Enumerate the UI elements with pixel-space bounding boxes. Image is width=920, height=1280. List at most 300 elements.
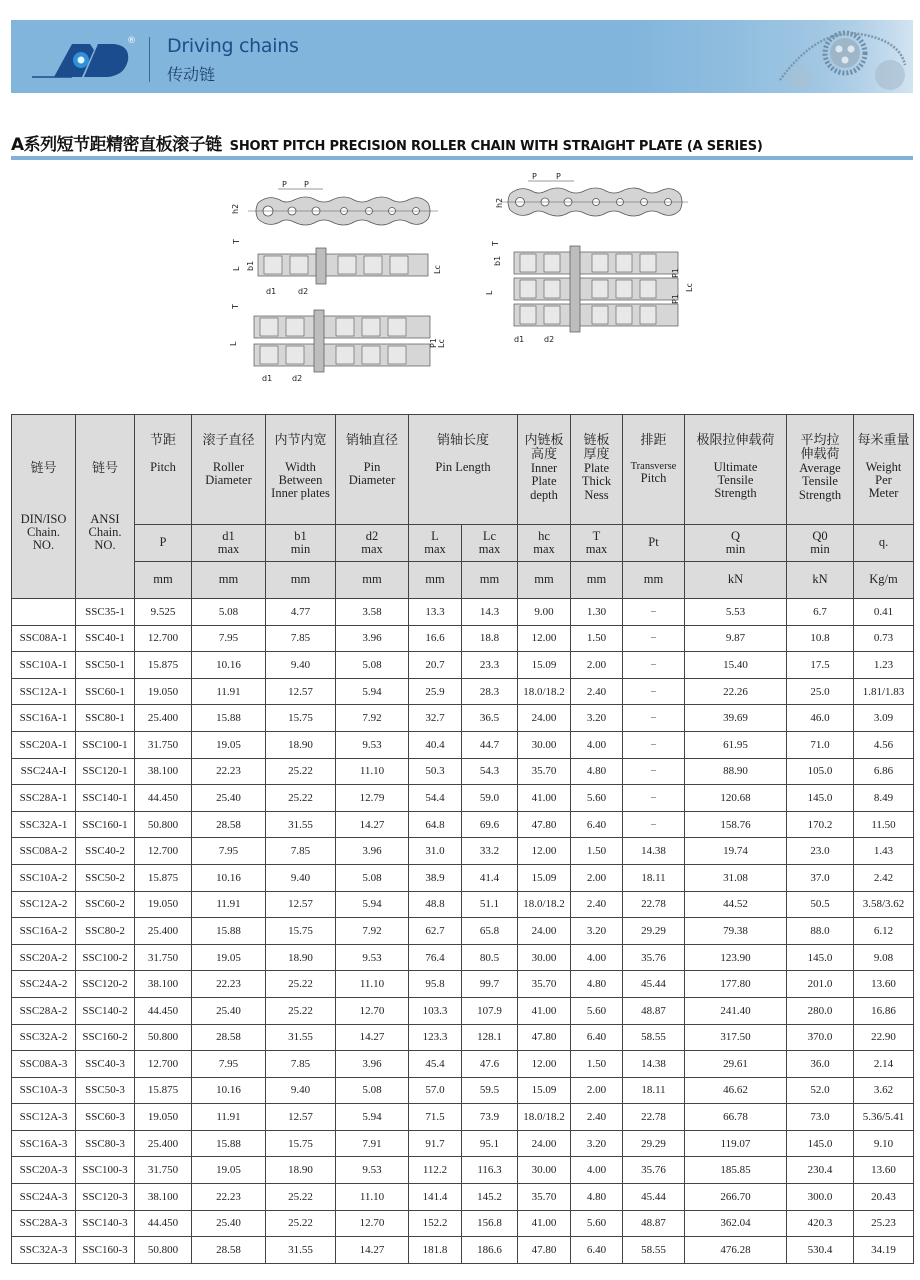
- section-title-cn: A系列短节距精密直板滚子链: [11, 135, 222, 155]
- cell-pitch: 19.050: [135, 1104, 192, 1131]
- cell-pin-diameter: 12.70: [336, 997, 409, 1024]
- cell-ultimate-tensile: 9.87: [685, 625, 787, 652]
- cell-inner-width: 4.77: [266, 599, 336, 626]
- cell-roller-diameter: 25.40: [192, 997, 266, 1024]
- cell-average-tensile: 420.3: [787, 1210, 854, 1237]
- cell-roller-diameter: 11.91: [192, 891, 266, 918]
- cell-inner-width: 7.85: [266, 625, 336, 652]
- cell-inner-plate-depth: 18.0/18.2: [518, 891, 571, 918]
- cell-pin-diameter: 14.27: [336, 811, 409, 838]
- cell-din-chain-no: SSC10A-1: [12, 652, 76, 679]
- cell-plate-thickness: 4.80: [571, 971, 623, 998]
- cell-transverse-pitch: 22.78: [623, 891, 685, 918]
- cell-pin-diameter: 11.10: [336, 758, 409, 785]
- table-row: [12, 997, 914, 1024]
- cell-pin-length-l: 54.4: [409, 785, 462, 812]
- cell-average-tensile: 230.4: [787, 1157, 854, 1184]
- banner-divider: [149, 37, 150, 82]
- diagram-label-b1: b1: [246, 260, 255, 271]
- cell-average-tensile: 280.0: [787, 997, 854, 1024]
- table-row: [12, 758, 914, 785]
- cell-pin-diameter: 7.92: [336, 918, 409, 945]
- cell-plate-thickness: 2.40: [571, 1104, 623, 1131]
- cell-din-chain-no: SSC20A-2: [12, 944, 76, 971]
- cell-weight-per-meter: 2.42: [854, 864, 914, 891]
- chain-diagram-simplex-duplex: [228, 176, 448, 386]
- cell-pin-length-l: 25.9: [409, 678, 462, 705]
- cell-inner-width: 9.40: [266, 1077, 336, 1104]
- cell-inner-width: 15.75: [266, 705, 336, 732]
- cell-inner-plate-depth: 41.00: [518, 785, 571, 812]
- cell-weight-per-meter: 25.23: [854, 1210, 914, 1237]
- header-weight-per-meter: 每米重量 Weight Per Meter: [854, 415, 914, 525]
- cell-average-tensile: 10.8: [787, 625, 854, 652]
- cell-ultimate-tensile: 266.70: [685, 1184, 787, 1211]
- cell-ansi-chain-no: SSC40-1: [76, 625, 135, 652]
- cell-pin-length-lc: 69.6: [462, 811, 518, 838]
- cell-din-chain-no: SSC12A-2: [12, 891, 76, 918]
- cell-din-chain-no: SSC08A-2: [12, 838, 76, 865]
- cell-din-chain-no: SSC28A-3: [12, 1210, 76, 1237]
- cell-din-chain-no: SSC08A-1: [12, 625, 76, 652]
- table-row: [12, 1077, 914, 1104]
- cell-plate-thickness: 2.00: [571, 864, 623, 891]
- cell-pin-length-l: 62.7: [409, 918, 462, 945]
- cell-ultimate-tensile: 61.95: [685, 731, 787, 758]
- cell-ansi-chain-no: SSC50-1: [76, 652, 135, 679]
- cell-plate-thickness: 6.40: [571, 811, 623, 838]
- cell-inner-plate-depth: 24.00: [518, 1130, 571, 1157]
- cell-ansi-chain-no: SSC80-2: [76, 918, 135, 945]
- cell-pin-diameter: 7.92: [336, 705, 409, 732]
- cell-pin-diameter: 11.10: [336, 1184, 409, 1211]
- cell-din-chain-no: SSC08A-3: [12, 1051, 76, 1078]
- cell-roller-diameter: 15.88: [192, 918, 266, 945]
- cell-transverse-pitch: 18.11: [623, 1077, 685, 1104]
- cell-ansi-chain-no: SSC120-1: [76, 758, 135, 785]
- cell-pin-length-l: 76.4: [409, 944, 462, 971]
- diagram-label-p1: P1: [671, 268, 680, 278]
- cell-pin-length-l: 95.8: [409, 971, 462, 998]
- cell-ansi-chain-no: SSC60-3: [76, 1104, 135, 1131]
- spec-table-body: [12, 599, 914, 1264]
- cell-pitch: 38.100: [135, 1184, 192, 1211]
- cell-plate-thickness: 1.30: [571, 599, 623, 626]
- cell-average-tensile: 300.0: [787, 1184, 854, 1211]
- cell-pin-length-lc: 41.4: [462, 864, 518, 891]
- diagram-label-l: L: [229, 341, 238, 346]
- cell-pin-length-lc: 116.3: [462, 1157, 518, 1184]
- cell-ansi-chain-no: SSC160-2: [76, 1024, 135, 1051]
- table-row: [12, 811, 914, 838]
- cell-pin-length-l: 64.8: [409, 811, 462, 838]
- cell-inner-plate-depth: 47.80: [518, 1237, 571, 1264]
- cell-average-tensile: 73.0: [787, 1104, 854, 1131]
- cell-weight-per-meter: 1.23: [854, 652, 914, 679]
- cell-pin-diameter: 9.53: [336, 1157, 409, 1184]
- cell-pin-diameter: 5.08: [336, 652, 409, 679]
- cell-pitch: 15.875: [135, 1077, 192, 1104]
- cell-pin-length-l: 123.3: [409, 1024, 462, 1051]
- cell-pin-length-l: 71.5: [409, 1104, 462, 1131]
- table-row: [12, 678, 914, 705]
- cell-pin-length-lc: 65.8: [462, 918, 518, 945]
- cell-inner-plate-depth: 12.00: [518, 838, 571, 865]
- cell-din-chain-no: SSC24A-3: [12, 1184, 76, 1211]
- cell-pin-length-l: 50.3: [409, 758, 462, 785]
- cell-inner-plate-depth: 15.09: [518, 652, 571, 679]
- section-title: [11, 130, 763, 155]
- cell-pin-diameter: 14.27: [336, 1237, 409, 1264]
- cell-pitch: 50.800: [135, 1237, 192, 1264]
- cell-weight-per-meter: 16.86: [854, 997, 914, 1024]
- cell-inner-width: 15.75: [266, 1130, 336, 1157]
- cell-inner-plate-depth: 30.00: [518, 1157, 571, 1184]
- diagram-label-lc: Lc: [437, 339, 446, 348]
- cell-inner-width: 12.57: [266, 1104, 336, 1131]
- cell-pin-length-lc: 59.0: [462, 785, 518, 812]
- header-plate-thickness: 链板 厚度 Plate Thick Ness: [571, 415, 623, 525]
- cell-ansi-chain-no: SSC35-1: [76, 599, 135, 626]
- cell-pin-length-l: 45.4: [409, 1051, 462, 1078]
- cell-pitch: 12.700: [135, 625, 192, 652]
- cell-average-tensile: 145.0: [787, 1130, 854, 1157]
- table-row: [12, 944, 914, 971]
- cell-roller-diameter: 10.16: [192, 1077, 266, 1104]
- header-sym-q: Q min: [685, 525, 787, 562]
- table-row: [12, 785, 914, 812]
- cell-ultimate-tensile: 119.07: [685, 1130, 787, 1157]
- cell-ultimate-tensile: 22.26: [685, 678, 787, 705]
- cell-din-chain-no: SSC20A-3: [12, 1157, 76, 1184]
- cell-weight-per-meter: 5.36/5.41: [854, 1104, 914, 1131]
- cell-inner-width: 31.55: [266, 1024, 336, 1051]
- table-row: [12, 731, 914, 758]
- diagram-label-d2: d2: [298, 287, 309, 296]
- cell-inner-plate-depth: 15.09: [518, 864, 571, 891]
- cell-ansi-chain-no: SSC50-3: [76, 1077, 135, 1104]
- diagram-label-d1: d1: [514, 335, 525, 344]
- cell-pin-diameter: 3.96: [336, 1051, 409, 1078]
- cell-ultimate-tensile: 177.80: [685, 971, 787, 998]
- diagram-label-p1: P1: [429, 338, 438, 348]
- cell-pitch: 44.450: [135, 997, 192, 1024]
- cell-pitch: 12.700: [135, 838, 192, 865]
- section-title-en: SHORT PITCH PRECISION ROLLER CHAIN WITH STRAIGHT PLATE (A SERIES): [229, 139, 763, 154]
- cell-average-tensile: 71.0: [787, 731, 854, 758]
- brand-title-cn: 传动链: [167, 65, 216, 84]
- table-row: [12, 1130, 914, 1157]
- cell-weight-per-meter: 0.41: [854, 599, 914, 626]
- cell-weight-per-meter: 22.90: [854, 1024, 914, 1051]
- table-row: [12, 599, 914, 626]
- cell-inner-width: 18.90: [266, 1157, 336, 1184]
- cell-inner-plate-depth: 35.70: [518, 1184, 571, 1211]
- cell-pin-length-lc: 156.8: [462, 1210, 518, 1237]
- diagram-label-t: T: [232, 239, 241, 244]
- cell-transverse-pitch: −: [623, 678, 685, 705]
- cell-transverse-pitch: 45.44: [623, 1184, 685, 1211]
- cell-plate-thickness: 5.60: [571, 1210, 623, 1237]
- header-unit: mm: [518, 562, 571, 599]
- table-row: [12, 625, 914, 652]
- cell-weight-per-meter: 13.60: [854, 1157, 914, 1184]
- cell-inner-width: 25.22: [266, 971, 336, 998]
- cell-pitch: 25.400: [135, 705, 192, 732]
- cell-weight-per-meter: 0.73: [854, 625, 914, 652]
- cell-pin-length-l: 152.2: [409, 1210, 462, 1237]
- diagram-label-t: T: [231, 304, 240, 309]
- cell-inner-plate-depth: 18.0/18.2: [518, 678, 571, 705]
- cell-roller-diameter: 28.58: [192, 1024, 266, 1051]
- header-ultimate-tensile-strength: 极限拉伸载荷 Ultimate Tensile Strength: [685, 415, 787, 525]
- cell-weight-per-meter: 9.08: [854, 944, 914, 971]
- cell-inner-plate-depth: 12.00: [518, 625, 571, 652]
- cell-pin-length-lc: 51.1: [462, 891, 518, 918]
- cell-pin-length-l: 40.4: [409, 731, 462, 758]
- cell-average-tensile: 36.0: [787, 1051, 854, 1078]
- cell-ansi-chain-no: SSC160-1: [76, 811, 135, 838]
- cell-pin-length-lc: 128.1: [462, 1024, 518, 1051]
- header-unit: mm: [266, 562, 336, 599]
- cell-average-tensile: 370.0: [787, 1024, 854, 1051]
- diagram-label-t: T: [491, 241, 500, 246]
- diagram-label-p: P: [532, 172, 537, 181]
- cell-average-tensile: 201.0: [787, 971, 854, 998]
- diagram-label-h2: h2: [231, 203, 240, 214]
- cell-roller-diameter: 25.40: [192, 785, 266, 812]
- table-row: [12, 1024, 914, 1051]
- cell-inner-width: 9.40: [266, 864, 336, 891]
- cell-pin-length-l: 38.9: [409, 864, 462, 891]
- cell-transverse-pitch: −: [623, 705, 685, 732]
- cell-din-chain-no: SSC10A-2: [12, 864, 76, 891]
- cell-roller-diameter: 19.05: [192, 1157, 266, 1184]
- diagram-label-p: P: [304, 180, 309, 189]
- cell-ultimate-tensile: 241.40: [685, 997, 787, 1024]
- cell-pitch: 38.100: [135, 971, 192, 998]
- cell-average-tensile: 25.0: [787, 678, 854, 705]
- cell-roller-diameter: 15.88: [192, 705, 266, 732]
- cell-ultimate-tensile: 123.90: [685, 944, 787, 971]
- cell-pin-diameter: 7.91: [336, 1130, 409, 1157]
- header-sym-q0: Q0 min: [787, 525, 854, 562]
- cell-pin-length-l: 141.4: [409, 1184, 462, 1211]
- cell-transverse-pitch: 48.87: [623, 997, 685, 1024]
- cell-din-chain-no: [12, 599, 76, 626]
- cell-inner-width: 18.90: [266, 944, 336, 971]
- cell-inner-plate-depth: 47.80: [518, 811, 571, 838]
- cell-pitch: 12.700: [135, 1051, 192, 1078]
- cell-inner-width: 31.55: [266, 811, 336, 838]
- header-average-tensile-strength: 平均拉 伸载荷 Average Tensile Strength: [787, 415, 854, 525]
- cell-inner-plate-depth: 24.00: [518, 705, 571, 732]
- cell-ansi-chain-no: SSC100-3: [76, 1157, 135, 1184]
- header-transverse-pitch: 排距 Transverse Pitch: [623, 415, 685, 525]
- cell-pin-length-lc: 54.3: [462, 758, 518, 785]
- cell-roller-diameter: 19.05: [192, 944, 266, 971]
- cell-roller-diameter: 25.40: [192, 1210, 266, 1237]
- table-row: [12, 891, 914, 918]
- cell-average-tensile: 46.0: [787, 705, 854, 732]
- diagram-label-p: P: [556, 172, 561, 181]
- cell-pin-diameter: 3.58: [336, 599, 409, 626]
- cell-inner-plate-depth: 47.80: [518, 1024, 571, 1051]
- cell-pin-length-lc: 28.3: [462, 678, 518, 705]
- spec-table: [11, 414, 914, 1264]
- cell-ultimate-tensile: 31.08: [685, 864, 787, 891]
- header-unit: mm: [135, 562, 192, 599]
- cell-pin-diameter: 12.70: [336, 1210, 409, 1237]
- cell-ansi-chain-no: SSC140-3: [76, 1210, 135, 1237]
- header-pin-length: 销轴长度 Pin Length: [409, 415, 518, 525]
- cell-roller-diameter: 10.16: [192, 652, 266, 679]
- header-unit: mm: [336, 562, 409, 599]
- cell-ansi-chain-no: SSC120-3: [76, 1184, 135, 1211]
- cell-pitch: 50.800: [135, 1024, 192, 1051]
- cell-pin-length-lc: 73.9: [462, 1104, 518, 1131]
- cell-inner-plate-depth: 35.70: [518, 971, 571, 998]
- cell-inner-plate-depth: 30.00: [518, 944, 571, 971]
- cell-plate-thickness: 4.80: [571, 1184, 623, 1211]
- cell-pitch: 19.050: [135, 891, 192, 918]
- cell-transverse-pitch: −: [623, 625, 685, 652]
- cell-plate-thickness: 5.60: [571, 785, 623, 812]
- cell-ansi-chain-no: SSC50-2: [76, 864, 135, 891]
- cell-ultimate-tensile: 44.52: [685, 891, 787, 918]
- cell-din-chain-no: SSC32A-3: [12, 1237, 76, 1264]
- cell-average-tensile: 17.5: [787, 652, 854, 679]
- cell-inner-width: 31.55: [266, 1237, 336, 1264]
- cell-average-tensile: 37.0: [787, 864, 854, 891]
- cell-transverse-pitch: 58.55: [623, 1024, 685, 1051]
- cell-ultimate-tensile: 15.40: [685, 652, 787, 679]
- cell-weight-per-meter: 3.09: [854, 705, 914, 732]
- diagram-label-b1: b1: [493, 255, 502, 266]
- cell-pin-diameter: 5.08: [336, 864, 409, 891]
- cell-transverse-pitch: 29.29: [623, 1130, 685, 1157]
- cell-roller-diameter: 28.58: [192, 1237, 266, 1264]
- cell-plate-thickness: 1.50: [571, 625, 623, 652]
- header-din-chain-no: 链号 DIN/ISO Chain. NO.: [12, 415, 76, 599]
- cell-pin-diameter: 5.94: [336, 678, 409, 705]
- cell-inner-plate-depth: 15.09: [518, 1077, 571, 1104]
- cell-pin-length-lc: 186.6: [462, 1237, 518, 1264]
- cell-pin-length-l: 13.3: [409, 599, 462, 626]
- cell-ansi-chain-no: SSC80-1: [76, 705, 135, 732]
- cell-pin-length-lc: 44.7: [462, 731, 518, 758]
- header-ansi-chain-no: 链号 ANSI Chain. NO.: [76, 415, 135, 599]
- header-sym-pt: Pt: [623, 525, 685, 562]
- header-sym-p: P: [135, 525, 192, 562]
- cell-pin-length-lc: 107.9: [462, 997, 518, 1024]
- cell-ultimate-tensile: 46.62: [685, 1077, 787, 1104]
- cell-din-chain-no: SSC16A-3: [12, 1130, 76, 1157]
- cell-ansi-chain-no: SSC40-2: [76, 838, 135, 865]
- cell-pin-length-l: 20.7: [409, 652, 462, 679]
- cell-plate-thickness: 2.00: [571, 1077, 623, 1104]
- cell-inner-width: 15.75: [266, 918, 336, 945]
- header-inner-plate-depth: 内链板 高度 Inner Plate depth: [518, 415, 571, 525]
- table-row: [12, 1157, 914, 1184]
- cell-din-chain-no: SSC32A-1: [12, 811, 76, 838]
- cell-weight-per-meter: 8.49: [854, 785, 914, 812]
- cell-pitch: 31.750: [135, 944, 192, 971]
- header-sym-d1: d1 max: [192, 525, 266, 562]
- cell-ultimate-tensile: 476.28: [685, 1237, 787, 1264]
- cell-ultimate-tensile: 362.04: [685, 1210, 787, 1237]
- cell-din-chain-no: SSC24A-I: [12, 758, 76, 785]
- cell-weight-per-meter: 6.12: [854, 918, 914, 945]
- cell-din-chain-no: SSC32A-2: [12, 1024, 76, 1051]
- header-unit: mm: [623, 562, 685, 599]
- cell-weight-per-meter: 20.43: [854, 1184, 914, 1211]
- cell-ultimate-tensile: 5.53: [685, 599, 787, 626]
- cell-inner-width: 9.40: [266, 652, 336, 679]
- cell-roller-diameter: 22.23: [192, 758, 266, 785]
- cell-pin-diameter: 12.79: [336, 785, 409, 812]
- cell-pitch: 25.400: [135, 918, 192, 945]
- cell-weight-per-meter: 3.58/3.62: [854, 891, 914, 918]
- table-row: [12, 864, 914, 891]
- header-unit: mm: [571, 562, 623, 599]
- cell-din-chain-no: SSC10A-3: [12, 1077, 76, 1104]
- cell-din-chain-no: SSC16A-1: [12, 705, 76, 732]
- cell-din-chain-no: SSC28A-2: [12, 997, 76, 1024]
- cell-weight-per-meter: 11.50: [854, 811, 914, 838]
- cell-ultimate-tensile: 88.90: [685, 758, 787, 785]
- cell-pin-length-l: 16.6: [409, 625, 462, 652]
- cell-din-chain-no: SSC20A-1: [12, 731, 76, 758]
- cell-plate-thickness: 4.00: [571, 731, 623, 758]
- chain-diagram-triplex: [485, 170, 708, 350]
- cell-ultimate-tensile: 66.78: [685, 1104, 787, 1131]
- cell-ultimate-tensile: 29.61: [685, 1051, 787, 1078]
- cell-din-chain-no: SSC12A-3: [12, 1104, 76, 1131]
- diagram-label-lc: Lc: [433, 265, 442, 274]
- cell-weight-per-meter: 3.62: [854, 1077, 914, 1104]
- cell-plate-thickness: 6.40: [571, 1024, 623, 1051]
- cell-average-tensile: 50.5: [787, 891, 854, 918]
- cell-pin-length-lc: 145.2: [462, 1184, 518, 1211]
- cell-inner-plate-depth: 18.0/18.2: [518, 1104, 571, 1131]
- cell-ultimate-tensile: 19.74: [685, 838, 787, 865]
- cell-plate-thickness: 3.20: [571, 705, 623, 732]
- cell-din-chain-no: SSC24A-2: [12, 971, 76, 998]
- cell-inner-width: 7.85: [266, 1051, 336, 1078]
- cell-pin-length-l: 103.3: [409, 997, 462, 1024]
- cell-ultimate-tensile: 39.69: [685, 705, 787, 732]
- header-sym-lc: Lc max: [462, 525, 518, 562]
- cell-roller-diameter: 22.23: [192, 971, 266, 998]
- cell-inner-width: 25.22: [266, 997, 336, 1024]
- cell-weight-per-meter: 9.10: [854, 1130, 914, 1157]
- diagram-label-d2: d2: [544, 335, 555, 344]
- cell-average-tensile: 6.7: [787, 599, 854, 626]
- cell-ansi-chain-no: SSC80-3: [76, 1130, 135, 1157]
- cell-pitch: 19.050: [135, 678, 192, 705]
- cell-ultimate-tensile: 158.76: [685, 811, 787, 838]
- cell-pin-length-l: 57.0: [409, 1077, 462, 1104]
- cell-plate-thickness: 6.40: [571, 1237, 623, 1264]
- cell-inner-width: 25.22: [266, 1210, 336, 1237]
- cell-transverse-pitch: −: [623, 758, 685, 785]
- cell-din-chain-no: SSC28A-1: [12, 785, 76, 812]
- cell-pitch: 44.450: [135, 1210, 192, 1237]
- cell-roller-diameter: 11.91: [192, 678, 266, 705]
- cell-transverse-pitch: −: [623, 811, 685, 838]
- header-pitch: 节距 Pitch: [135, 415, 192, 525]
